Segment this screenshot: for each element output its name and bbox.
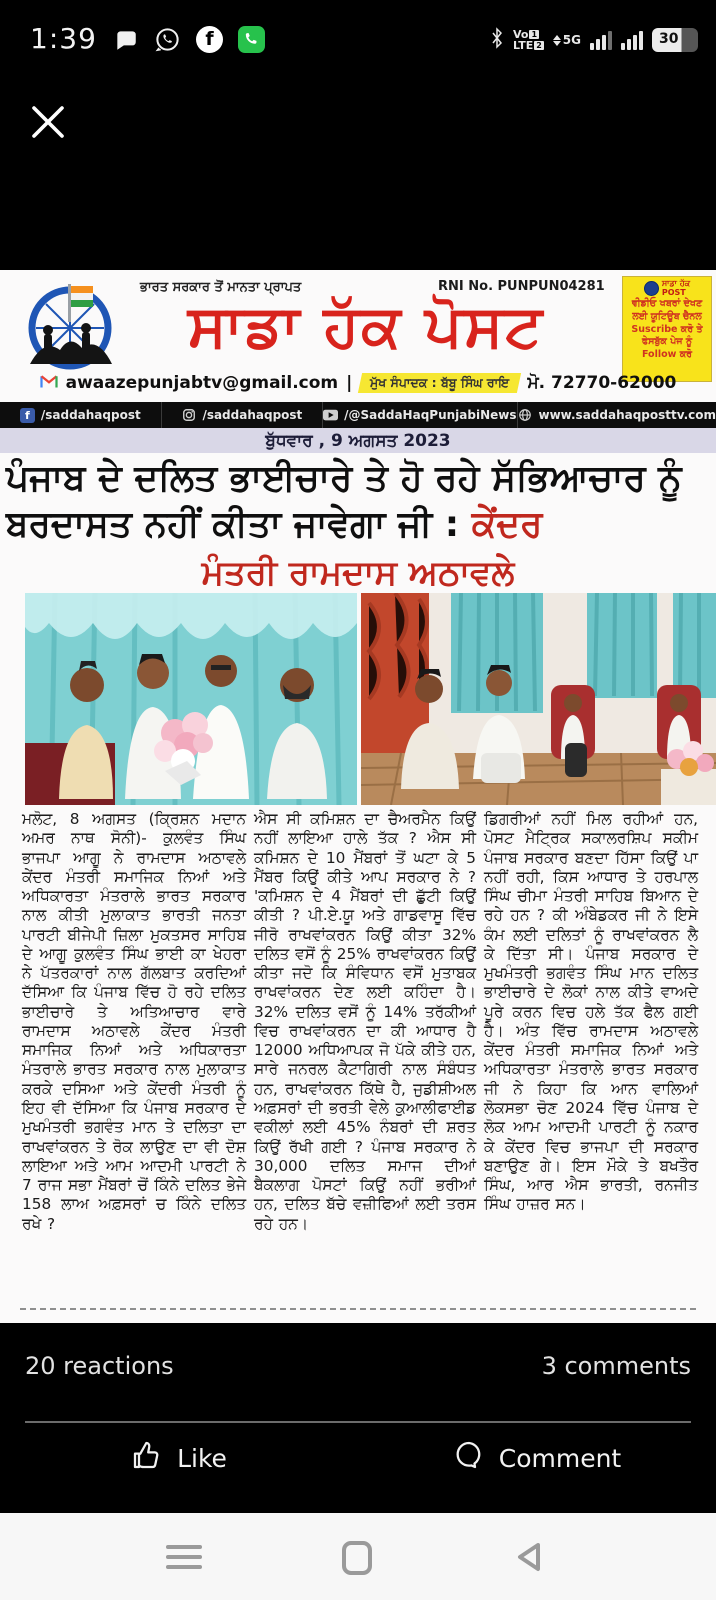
- like-button[interactable]: [0, 1432, 358, 1484]
- article-photos: [25, 593, 716, 805]
- headline: ਪੰਜਾਬ ਦੇ ਦਲਿਤ ਭਾਈਚਾਰੇ ਤੇ ਹੋ ਰਹੇ ਸੱਭਿਆਚਾਰ ਨੂੰ ਬਰਦਾਸਤ ਨਹੀਂ ਕੀਤਾ ਜਾਵੇਗਾ ਜੀ : ਕੇਂਦਰ: [6, 458, 682, 546]
- sim1-badge: 1: [531, 30, 538, 39]
- back-icon[interactable]: [514, 1541, 550, 1573]
- accreditation-line: ਭਾਰਤ ਸਰਕਾਰ ਤੋਂ ਮਾਨਤਾ ਪ੍ਰਾਪਤ: [140, 280, 302, 295]
- youtube-icon: [323, 408, 338, 423]
- contact-line: awaazepunjabtv@gmail.com | ਮੁੱਖ ਸੰਪਾਦਕ : ਬੱਬੂ ਸਿੰਘ ਰਾਇ ਮੋ. 72770-62000: [0, 373, 716, 393]
- social-website: www.saddahaqposttv.com: [517, 402, 716, 428]
- article-column-3: ਡਿਗਰੀਆਂ ਨਹੀਂ ਮਿਲ ਰਹੀਆਂ ਹਨ, ਪੋਸਟ ਮੈਟ੍ਰਿਕ ਸਕਾਲਰਸ਼ਿਪ ਸਕੀਮ ਪੰਜਾਬ ਸਰਕਾਰ ਬਣਦਾ ਹਿੱਸਾ ਕਿਉਂ ਪਾ ਨਹੀਂ ਰਹੀ, ਕਿਸ ਆਧਾਰ ਤੇ ਹਰਪਾਲ ਸਿੰਘ ਚੀਮਾ ਮੰਤਰੀ ਸਾਹਿਬ ਬਿਆਨ ਦੇ ਰਹੇ ਹਨ ? ਕੀ ਅੰਬੇਡਕਰ ਜੀ ਨੇ ਇਸੇ ਕੰਮ ਲਈ ਦਲਿਤਾਂ ਨੂੰ ਰਾਖਵਾਂਕਰਨ ਲੈ ਕੇ ਦਿੱਤਾ ਸੀ। ਪੰਜਾਬ ਸਰਕਾਰ ਦੇ ਮੁਖਮੰਤਰੀ ਭਗਵੰਤ ਸਿੰਘ ਮਾਨ ਦਲਿਤ ਭਾਈਚਾਰੇ ਦੇ ਲੋਕਾਂ ਨਾਲ ਕੀਤੇ ਵਾਅਦੇ ਪੂਰੇ ਕਰਨ ਵਿਚ ਹਲੇ ਤੱਕ ਫੈਲ ਗਈ ਹੈ। ਅੰਤ ਵਿੱਚ ਰਾਮਦਾਸ ਅਠਾਵਲੇ ਕੇਂਦਰ ਮੰਤਰੀ ਸਮਾਜਿਕ ਨਿਆਂ ਅਤੇ ਅਧਿਕਾਰਤਾ ਮੰਤਰਾਲੇ ਭਾਰਤ ਸਰਕਾਰ ਜੀ ਨੇ ਕਿਹਾ ਕਿ ਆਨ ਵਾਲਿਆਂ ਲੋਕਸਭਾ ਚੋਣ 2024 ਵਿੱਚ ਪੰਜਾਬ ਦੇ ਲੋਕ ਆਮ ਆਦਮੀ ਪਾਰਟੀ ਨੂੰ ਨਕਾਰ ਕੇ ਕੇਂਦਰ ਵਿਚ ਭਾਜਪਾ ਦੀ ਸਰਕਾਰ ਬਣਾਉਣ ਗੇ। ਇਸ ਮੌਕੇ ਤੇ ਬਖਤੌਰ ਸਿੰਘ, ਆਰ ਐਸ ਭਾਰਤੀ, ਰਨਜੀਤ ਸਿੰਘ ਹਾਜ਼ਰ ਸਨ।: [484, 810, 698, 1214]
- rni-number: RNI No. PUNPUN04281: [438, 279, 605, 294]
- facebook-icon: f: [20, 408, 35, 423]
- like-label: Like: [177, 1443, 227, 1473]
- date-bar: [0, 428, 716, 453]
- whatsapp-icon: [154, 26, 181, 53]
- social-facebook: f /saddahaqpost: [0, 402, 161, 428]
- bluetooth-icon: [490, 27, 504, 53]
- social-youtube: /@SaddaHaqPunjabiNews: [322, 402, 516, 428]
- recents-menu-icon[interactable]: [166, 1541, 202, 1573]
- volte-indicator: Vo 1 LTE 2: [513, 28, 542, 52]
- thumbs-up-icon: [131, 1439, 163, 1477]
- phone-icon: [238, 26, 265, 53]
- signal-bars-sim2: [621, 30, 643, 50]
- footer-divider: [25, 1421, 691, 1423]
- close-button[interactable]: [26, 100, 70, 144]
- headline-line2: ਮੰਤਰੀ ਰਾਮਦਾਸ ਅਠਾਵਲੇ: [201, 553, 515, 593]
- contact-email: awaazepunjabtv@gmail.com: [65, 373, 339, 393]
- gmail-icon: [40, 374, 58, 393]
- battery-percent: 30: [659, 31, 679, 47]
- download-arrow-icon: [553, 41, 561, 46]
- navigation-bar: [0, 1513, 716, 1600]
- comment-bubble-icon: [453, 1439, 485, 1477]
- sim2-badge: 2: [536, 41, 542, 50]
- reactions-count[interactable]: 20 reactions: [25, 1352, 174, 1380]
- newspaper-logo: [24, 276, 124, 374]
- instagram-icon: [181, 408, 196, 423]
- upload-arrow-icon: [553, 35, 561, 40]
- promo-brand-top: ਸਾਡਾ ਹੱਕ: [661, 279, 691, 288]
- comments-count[interactable]: 3 comments: [541, 1352, 691, 1380]
- signal-bars-sim1: [590, 30, 612, 50]
- contact-phone: ਮੋ. 72770-62000: [527, 373, 677, 393]
- editor-chip: ਮੁੱਖ ਸੰਪਾਦਕ : ਬੱਬੂ ਸਿੰਘ ਰਾਇ: [358, 373, 521, 393]
- promo-text: ਵੀਡੀਓ ਖਬਰਾਂ ਦੇਖਣ ਲਈ ਯੂਟਿਊਬ ਚੈਨਲ Suscribe ਕਰੋ ਤੇ ਫੇਸਬੁੱਕ ਪੇਜ ਨੂੰ Follow ਕਰੋ: [631, 298, 703, 361]
- globe-icon: [518, 408, 533, 423]
- facebook-icon: f: [196, 26, 223, 53]
- publication-date: ਬੁੱਧਵਾਰ , 9 ਅਗਸਤ 2023: [265, 430, 451, 451]
- home-icon[interactable]: [342, 1541, 372, 1575]
- status-time: 1:39: [30, 22, 97, 55]
- article-column-2: ਐਸ ਸੀ ਕਮਿਸ਼ਨ ਦਾ ਚੈਅਰਮੈਨ ਕਿਉਂ ਨਹੀਂ ਲਾਇਆ ਹਾਲੇ ਤੱਕ ? ਐਸ ਸੀ ਕਮਿਸ਼ਨ ਦੇ 10 ਮੈਂਬਰਾਂ ਤੋਂ ਘਟਾ ਕੇ 5 ਮੈਂਬਰ ਕਿਉਂ ਕੀਤੇ ਆਪ ਸਰਕਾਰ ਨੇ ? 'ਕਮਿਸ਼ਨ ਦੇ 4 ਮੈਂਬਰਾਂ ਦੀ ਛੁੱਟੀ ਕਿਉਂ ਕੀਤੀ ? ਪੀ.ਏ.ਯੂ ਅਤੇ ਗਾਡਵਾਸੂ ਵਿੱਚ ਜੀਰੋ ਰਾਖਵਾਂਕਰਨ ਕਿਉਂ ਕੀਤਾ 32% ਦਲਿਤ ਵਸੋਂ ਨੂੰ 25% ਰਾਖਵਾਂਕਰਨ ਕਿਉਂ ਕੀਤਾ ਜਦੋ ਕਿ ਸੰਵਿਧਾਨ ਵਸੋਂ ਮੁਤਾਬਕ ਰਾਖਵਾਂਕਰਨ ਦੇਣ ਲਈ ਕਹਿੰਦਾ ਹੈ। 32% ਦਲਿਤ ਵਸੋਂ ਨੂੰ 14% ਤਰੱਕੀਆਂ ਵਿਚ ਰਾਖਵਾਂਕਰਨ ਦਾ ਕੀ ਆਧਾਰ ਹੈ 12000 ਅਧਿਆਪਕ ਜੋ ਪੱਕੇ ਕੀਤੇ ਹਨ, ਸਾਰੇ ਜਨਰਲ ਕੈਟਾਗਿਰੀ ਨਾਲ ਸੰਬੰਧਤ ਹਨ, ਰਾਖਵਾਂਕਰਨ ਕਿੱਥੇ ਹੈ, ਜੁਡੀਸ਼ੀਅਲ ਅਫ਼ਸਰਾਂ ਦੀ ਭਰਤੀ ਵੇਲੇ ਕੁਆਲੀਫਾਈਡ ਵਕੀਲਾਂ ਲਈ 45% ਨੰਬਰਾਂ ਦੀ ਸ਼ਰਤ ਕਿਉਂ ਰੱਖੀ ਗਈ ? ਪੰਜਾਬ ਸਰਕਾਰ ਨੇ 30,000 ਦਲਿਤ ਸਮਾਜ ਦੀਆਂ ਬੈਕਲਾਗ ਪੋਸਟਾਂ ਕਿਉਂ ਨਹੀਂ ਭਰੀਆਂ ਹਨ, ਦਲਿਤ ਬੱਚੇ ਵਜ਼ੀਫਿਆਂ ਲਈ ਤਰਸ ਰਹੇ ਹਨ।: [254, 810, 476, 1233]
- promo-box: [622, 276, 712, 382]
- comment-button[interactable]: [358, 1432, 716, 1484]
- article-photo-left: [25, 593, 357, 805]
- comment-label: Comment: [498, 1443, 622, 1473]
- article-photo-right: [361, 593, 716, 805]
- social-bar: [0, 402, 716, 428]
- network-type-indicator: 5G: [553, 34, 581, 46]
- masthead-title: ਸਾਡਾ ਹੱਕ ਪੋਸਟ: [187, 292, 545, 360]
- message-icon: [112, 26, 139, 53]
- status-system-icons: [490, 22, 698, 58]
- battery-icon: [652, 28, 698, 52]
- article-end-divider: [20, 1308, 696, 1310]
- promo-brand-bottom: POST: [661, 288, 686, 297]
- social-instagram: /saddahaqpost: [161, 402, 323, 428]
- promo-logo-icon: [644, 281, 659, 296]
- article-column-1: ਮਲੋਟ, 8 ਅਗਸਤ (ਕ੍ਰਿਸ਼ਨ ਮਦਾਨ ਅਮਰ ਨਾਥ ਸੋਨੀ)- ਕੁਲਵੰਤ ਸਿੰਘ ਭਾਜਪਾ ਆਗੂ ਨੇ ਰਾਮਦਾਸ ਅਠਾਵਲੇ ਕੇਂਦਰ ਮੰਤਰੀ ਸਮਾਜਿਕ ਨਿਆਂ ਅਤੇ ਅਧਿਕਾਰਤਾ ਮੰਤਰਾਲੇ ਭਾਰਤ ਸਰਕਾਰ ਨਾਲ ਕੀਤੀ ਮੁਲਾਕਾਤ ਭਾਰਤੀ ਜਨਤਾ ਪਾਰਟੀ ਬੀਜੇਪੀ ਜ਼ਿਲਾ ਮੁਕਤਸਰ ਸਾਹਿਬ ਦੇ ਆਗੂ ਕੁਲਵੰਤ ਸਿੰਘ ਭਾਈ ਕਾ ਖੇਹਰਾ ਨੇ ਪੱਤਰਕਾਰਾਂ ਨਾਲ ਗੱਲਬਾਤ ਕਰਦਿਆਂ ਦੱਸਿਆ ਕਿ ਪੰਜਾਬ ਵਿੱਚ ਹੋ ਰਹੇ ਦਲਿਤ ਭਾਈਚਾਰੇ ਤੇ ਅਤਿਆਚਾਰ ਵਾਰੇ ਰਾਮਦਾਸ ਅਠਾਵਲੇ ਕੇਂਦਰ ਮੰਤਰੀ ਸਮਾਜਿਕ ਨਿਆਂ ਅਤੇ ਅਧਿਕਾਰਤਾ ਮੰਤਰਾਲੇ ਭਾਰਤ ਸਰਕਾਰ ਨਾਲ ਮੁਲਾਕਾਤ ਕਰਕੇ ਦਸਿਆ ਅਤੇ ਕੇਂਦਰੀ ਮੰਤਰੀ ਨੂੰ ਇਹ ਵੀ ਦੱਸਿਆ ਕਿ ਪੰਜਾਬ ਸਰਕਾਰ ਦੇ ਮੁਖਮੰਤਰੀ ਭਗਵੰਤ ਮਾਨ ਤੇ ਦਲਿਤਾ ਦਾ ਰਾਖਵਾਂਕਰਨ ਤੇ ਰੋਕ ਲਾਉਣ ਦਾ ਵੀ ਦੋਸ਼ ਲਾਇਆ ਅਤੇ ਆਮ ਆਦਮੀ ਪਾਰਟੀ ਨੇ 7 ਰਾਜ ਸਭਾ ਮੈਂਬਰਾਂ ਚੋਂ ਕਿੰਨੇ ਦਲਿਤ ਭੇਜੇ 158 ਲਾਅ ਅਫ਼ਸਰਾਂ ਚ ਕਿੰਨੇ ਦਲਿਤ ਰਖੇ ?: [22, 810, 246, 1233]
- status-notification-icons: [112, 26, 265, 53]
